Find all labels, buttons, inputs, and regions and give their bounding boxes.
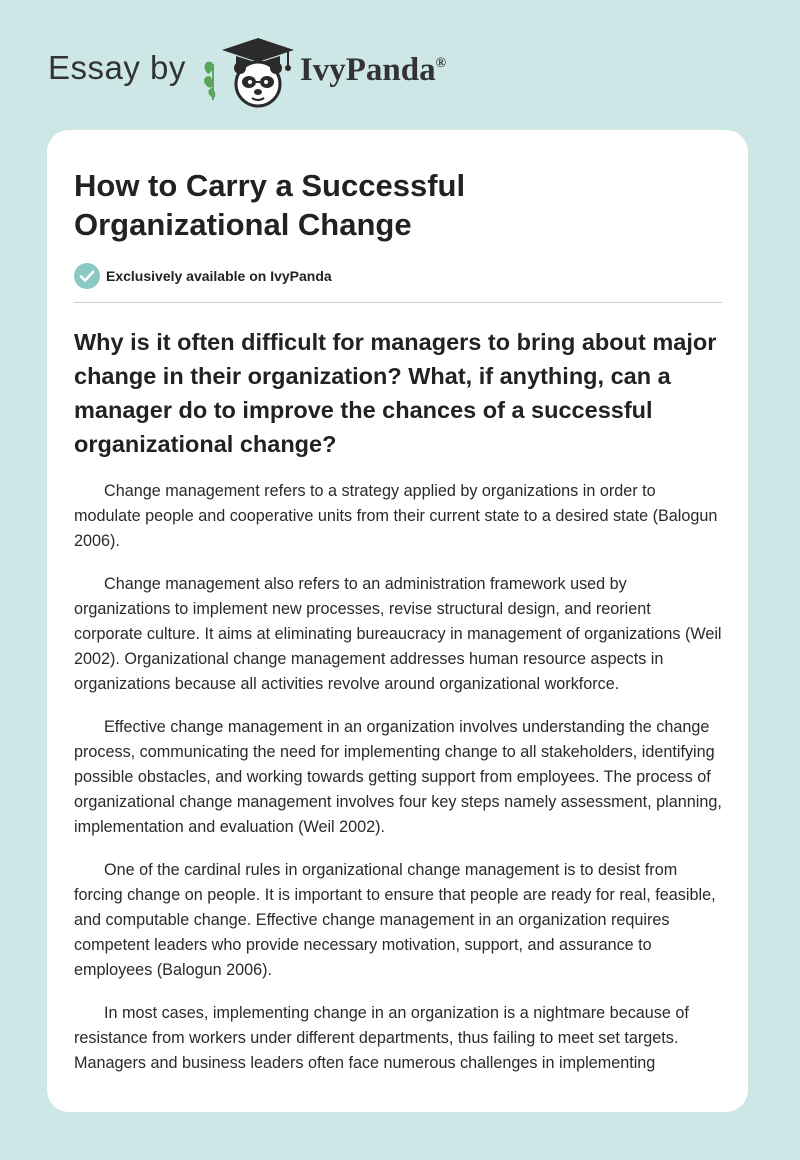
divider xyxy=(74,302,722,303)
exclusive-badge-label: Exclusively available on IvyPanda xyxy=(106,268,332,284)
site-header xyxy=(48,34,446,110)
registered-mark: ® xyxy=(435,55,447,71)
paragraph-3: Effective change management in an organization involves understanding the change process, communicating the need for implementing change to all stakeholders, identifying possible obstacles, and working towards getting support from employees. The process of organizational change management involves four key steps namely assessment, planning, implementation and evaluation (Weil 2002). xyxy=(74,717,722,837)
brand-name[interactable] xyxy=(300,52,446,89)
paragraph-5: In most cases, implementing change in an organization is a nightmare because of resistance from workers under different departments, thus failing to meet set targets. Managers and business leaders often face numerous challenges in implementing xyxy=(74,1003,689,1073)
brand-text: IvyPanda xyxy=(299,51,436,88)
panda-graduate-icon[interactable] xyxy=(200,34,296,110)
essay-by-label: Essay by xyxy=(48,49,186,86)
essay-question: Why is it often difficult for managers to bring about major change in their organization? What, if anything, can a manager do to improve the chances of a successful organizational change? xyxy=(74,329,717,457)
check-circle-icon xyxy=(74,263,100,289)
paragraph-2: Change management also refers to an administration framework used by organizations to implement new processes, revise structural design, and reorient corporate culture. It aims at eliminating bureaucracy in management of organizations (Weil 2002). Organizational change management addresses human resource aspects in organizations because all activities revolve around organizational workforce. xyxy=(74,574,722,694)
paragraph-1: Change management refers to a strategy applied by organizations in order to modulate people and cooperative units from their current state to a desired state (Balogun 2006). xyxy=(74,482,718,551)
exclusive-badge xyxy=(74,263,722,289)
essay-card xyxy=(47,130,748,1112)
page-title: How to Carry a Successful Organizational Change xyxy=(74,168,466,242)
paragraph-4: One of the cardinal rules in organizational change management is to desist from forcing change on people. It is important to ensure that people are ready for real, feasible, and computable change. Effective change management in an organization requires competent leaders who provide necessary motivation, support, and assurance to employees (Balogun 2006). xyxy=(74,860,716,980)
